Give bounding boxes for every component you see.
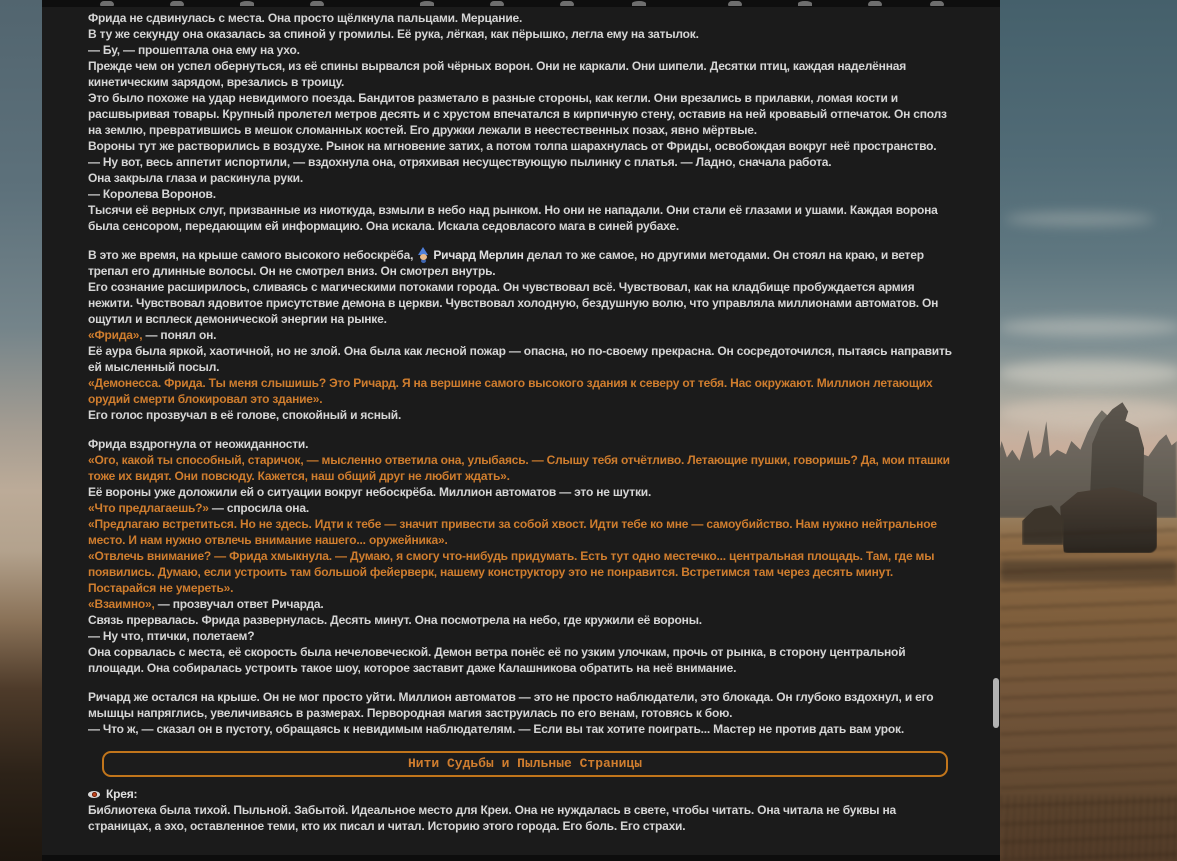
story-line [88,247,962,279]
grass-texture [1000,795,1177,861]
text-segment: В ту же секунду она оказалась за спиной у громилы. Её рука, лёгкая, как пёрышко, легла ему на затылок. [88,27,699,41]
text-segment: — понял он. [142,328,217,342]
text-segment: Тысячи её верных слуг, призванные из ниоткуда, взмыли в небо над рынком. Но они не нападали. Они стали её глазами и ушами. Каждая ворона была сенсором, передающим ей информацию. Она искала. Искала седовласого мага в синей рубахе. [88,203,938,233]
text-segment: делал то же самое, но другими методами. Он стоял на краю, и ветер трепал его длинные волосы. Он не смотрел вниз. Он смотрел внутрь. [88,248,924,278]
story-line [88,436,962,452]
text-segment: Она закрыла глаза и раскинула руки. [88,171,303,185]
toolbar-icon[interactable] [240,1,254,6]
story-line [88,721,962,737]
text-segment: Прежде чем он успел обернуться, из её спины вырвался рой чёрных ворон. Они не каркали. Они шипели. Десятки птиц, каждая наделённая кинетическим зарядом, врезались в троицу. [88,59,907,89]
text-segment: — Что ж, — сказал он в пустоту, обращаясь к невидимым наблюдателям. — Если вы так хотите поиграть... Мастер не против дать вам урок. [88,722,904,736]
story-line [88,202,962,234]
text-segment: Вороны тут же растворились в воздухе. Рынок на мгновение затих, а потом толпа шарахнулась от Фриды, освобождая вокруг неё пространство. [88,139,937,153]
story-line [88,42,962,58]
bottom-bar [42,855,1000,861]
story-line [88,186,962,202]
story-block [88,10,962,234]
story-line [88,375,962,407]
text-segment: Фрида не сдвинулась с места. Она просто щёлкнула пальцами. Мерцание. [88,11,523,25]
text-segment: — прозвучал ответ Ричарда. [154,597,324,611]
story-line [88,452,962,484]
text-segment: Это было похоже на удар невидимого поезда. Бандитов разметало в разные стороны, как кегли. Они врезались в прилавки, ломая кости и расшвыривая товары. Крупный пролетел метров десять и с хрустом впечатался в кирпичную стену, оставив на ней кровавый отпечаток. Он сполз на землю, превратившись в мешок сломанных костей. Его дружки лежали в неестественных позах, явно мёртвые. [88,91,947,137]
story-block [88,786,962,834]
toolbar-icon[interactable] [310,1,324,6]
story-block [88,247,962,423]
story-line [88,548,962,596]
story-line [88,500,962,516]
text-segment: «Ого, какой ты способный, старичок, — мысленно ответила она, улыбаясь. — Слышу тебя отчётливо. Летающие пушки, говоришь? Да, мои пташки тоже их видят. Они повсюду. Кажется, наш общий друг не любит ждать». [88,453,950,483]
toolbar-icon[interactable] [420,1,434,6]
story-line [88,90,962,138]
text-segment: — Бу, — прошептала она ему на ухо. [88,43,300,57]
text-segment: Крея: [106,787,138,801]
story-line [88,327,962,343]
text-segment: «Отвлечь внимание? — Фрида хмыкнула. — Думаю, я смогу что-нибудь придумать. Есть тут одно местечко... центральная площадь. Там, где мы появились. Думаю, если устроить там большой фейерверк, нашему конструктору это не понравится. Встретимся там через десять минут. Постарайся не умереть». [88,549,935,595]
text-segment: В это же время, на крыше самого высокого небоскрёба, [88,248,417,262]
toolbar-icon[interactable] [560,1,574,6]
story-line [88,596,962,612]
toolbar-icon[interactable] [632,1,646,6]
chapter-title: Нити Судьбы и Пыльные Страницы [407,756,643,771]
text-segment: Его сознание расширилось, сливаясь с магическими потоками города. Он чувствовал всё. Чувствовал, как на кладбище пробуждается армия нежити. Чувствовал ядовитое присутствие демона в церкви. Чувствовал холодную, бездушную волю, что управляла миллионами автоматов. Он ощутил и всплеск демонической энергии на рынке. [88,280,939,326]
text-segment: Её вороны уже доложили ей о ситуации вокруг небоскрёба. Миллион автоматов — это не шутки. [88,485,652,499]
story-line [88,26,962,42]
story-line [88,170,962,186]
text-segment: — спросила она. [208,501,309,515]
text-segment: Его голос прозвучал в её голове, спокойный и ясный. [88,408,402,422]
toolbar-icon[interactable] [798,1,812,6]
toolbar-icon[interactable] [728,1,742,6]
story-line [88,279,962,327]
story-line [88,154,962,170]
toolbar-icon[interactable] [170,1,184,6]
story-line [88,10,962,26]
story-line [88,628,962,644]
toolbar-icon[interactable] [490,1,504,6]
text-segment: — Ну что, птички, полетаем? [88,629,255,643]
eye-icon [88,789,102,800]
mage-icon [416,248,430,261]
cloud [998,360,1177,386]
scrollbar-thumb[interactable] [993,678,999,728]
story-line [88,138,962,154]
cloud [998,398,1177,428]
story-panel [42,0,1000,861]
text-segment: — Ну вот, весь аппетит испортили, — вздохнула она, отряхивая несуществующую пылинку с платья. — Ладно, сначала работа. [88,155,832,169]
text-segment: Она сорвалась с места, её скорость была нечеловеческой. Демон ветра понёс её по узким улочкам, прочь от рынка, в сторону центральной площади. Она собиралась устроить такое шоу, которое заставит даже Калашникова обратить на неё внимание. [88,645,906,675]
text-segment: «Демонесса. Фрида. Ты меня слышишь? Это Ричард. Я на вершине самого высокого здания к северу от тебя. Нас окружают. Миллион летающих орудий смерти блокировал это здание». [88,376,933,406]
story-line [88,612,962,628]
story-line [88,516,962,548]
background-landscape-left [0,0,42,861]
story-line [88,644,962,676]
text-segment: Её аура была яркой, хаотичной, но не злой. Она была как лесной пожар — опасна, но по-своему прекрасна. Он сосредоточился, пытаясь направить ей мысленный посыл. [88,344,952,374]
text-segment: Связь прервалась. Фрида развернулась. Десять минут. Она посмотрела на небо, где кружили её вороны. [88,613,702,627]
text-segment: Ричард Мерлин [433,248,524,262]
text-segment: «Предлагаю встретиться. Но не здесь. Идти к тебе — значит привести за собой хвост. Идти тебе ко мне — самоубийство. Нам нужно нейтральное место. И нам нужно отвлечь внимание нашего... оружейника». [88,517,937,547]
text-segment: «Фрида», [88,328,143,342]
story-line [88,802,962,834]
story-line [88,343,962,375]
cloud [998,318,1177,336]
chapter-divider [102,751,948,777]
text-segment: «Взаимно», [88,597,155,611]
toolbar-icon[interactable] [930,1,944,6]
story-line [88,407,962,423]
story-line [88,689,962,721]
story-line [88,786,962,802]
cloud [1005,212,1155,226]
toolbar-icon[interactable] [868,1,882,6]
topbar [42,0,1000,7]
story-line [88,58,962,90]
toolbar-icon[interactable] [100,1,114,6]
story-block [88,436,962,676]
story-text [42,7,1000,847]
text-segment: Библиотека была тихой. Пыльной. Забытой. Идеальное место для Креи. Она не нуждалась в свете, чтобы читать. Она читала не буквы на страницах, а эхо, оставленное теми, кто их писал и читал. Историю этого города. Его боль. Его страхи. [88,803,896,833]
story-line [88,484,962,500]
story-block [88,689,962,737]
text-segment: «Что предлагаешь?» [88,501,209,515]
text-segment: — Королева Воронов. [88,187,216,201]
text-segment: Ричард же остался на крыше. Он не мог просто уйти. Миллион автоматов — это не просто наблюдатели, это блокада. Он глубоко вздохнул, и его мышцы напряглись, увеличиваясь в размерах. Первородная магия заструилась по его венам, готовясь к бою. [88,690,934,720]
text-segment: Фрида вздрогнула от неожиданности. [88,437,309,451]
